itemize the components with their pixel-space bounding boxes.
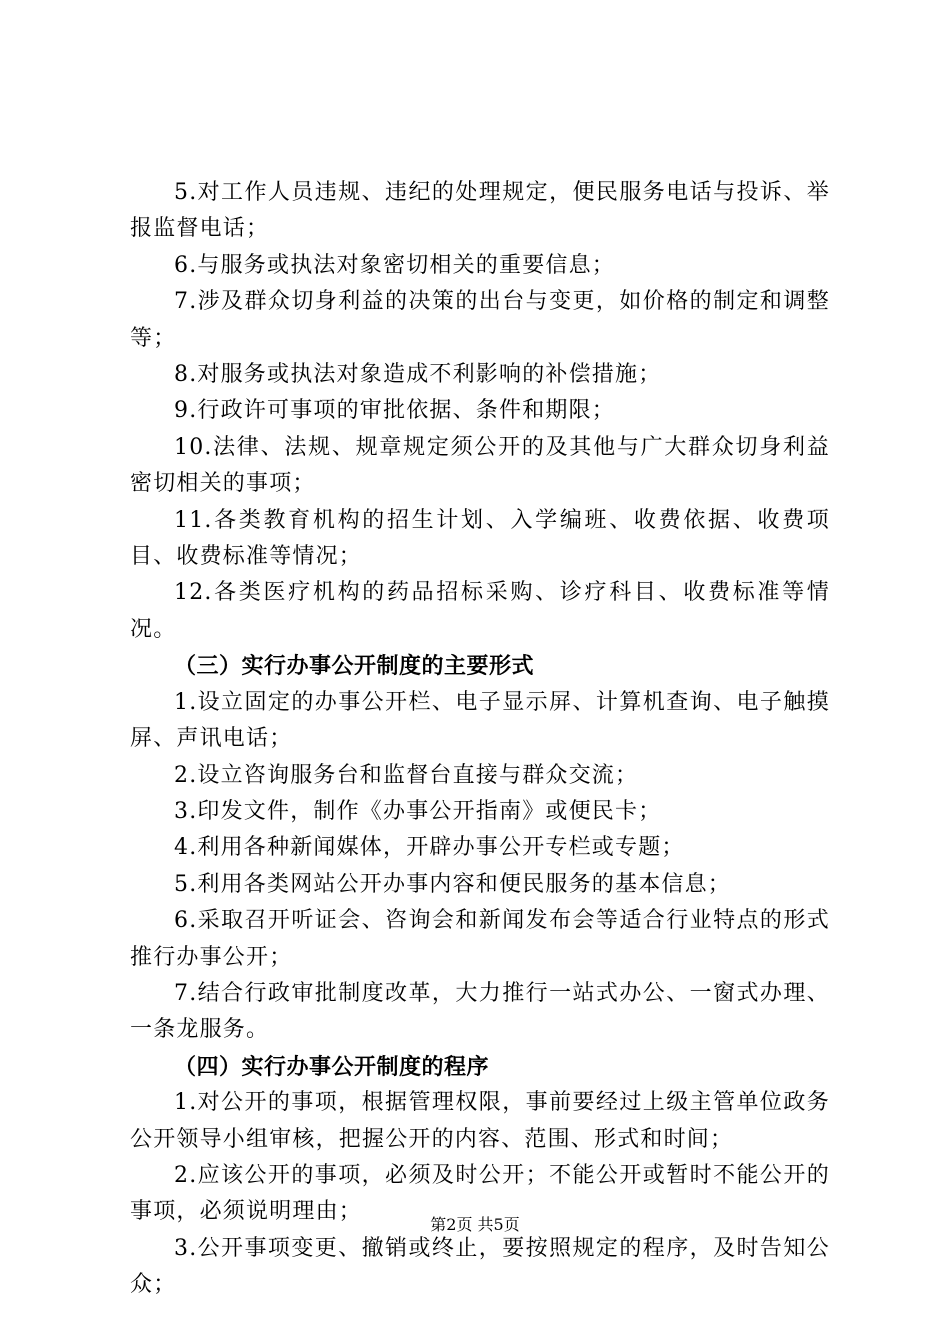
list-item: 5.对工作人员违规、违纪的处理规定，便民服务电话与投诉、举报监督电话； (130, 180, 830, 242)
list-item: 5.利用各类网站公开办事内容和便民服务的基本信息； (174, 871, 731, 897)
section-heading: （四）实行办事公开制度的程序 (174, 1053, 490, 1080)
list-item: 7.结合行政审批制度改革，大力推行一站式办公、一窗式办理、一条龙服务。 (130, 980, 830, 1043)
list-item: 1.对公开的事项，根据管理权限，事前要经过上级主管单位政务公开领导小组审核，把握公开的内容、范围、形式和时间； (130, 1090, 830, 1152)
list-item: 4.利用各种新闻媒体，开辟办事公开专栏或专题； (174, 835, 685, 861)
list-item: 9.行政许可事项的审批依据、条件和期限； (174, 398, 615, 424)
section-heading: （三）实行办事公开制度的主要形式 (174, 653, 535, 680)
document-body (130, 175, 830, 1304)
list-item: 8.对服务或执法对象造成不利影响的补偿措施； (174, 362, 662, 388)
list-item: 6.与服务或执法对象密切相关的重要信息； (174, 252, 615, 278)
list-item: 3.公开事项变更、撤销或终止，要按照规定的程序，及时告知公众； (130, 1235, 830, 1298)
list-item: 1.设立固定的办事公开栏、电子显示屏、计算机查询、电子触摸屏、声讯电话； (130, 689, 830, 752)
list-item: 2.设立咨询服务台和监督台直接与群众交流； (174, 762, 639, 788)
list-item: 6.采取召开听证会、咨询会和新闻发布会等适合行业特点的形式推行办事公开； (130, 908, 830, 970)
list-item: 7.涉及群众切身利益的决策的出台与变更，如价格的制定和调整等； (130, 289, 830, 351)
page-footer: 第2页 共5页 (430, 1215, 520, 1234)
list-item: 10.法律、法规、规章规定须公开的及其他与广大群众切身利益密切相关的事项； (130, 434, 830, 497)
list-item: 3.印发文件，制作《办事公开指南》或便民卡； (174, 798, 662, 824)
list-item: 12.各类医疗机构的药品招标采购、诊疗科目、收费标准等情况。 (130, 580, 830, 642)
list-item: 2.应该公开的事项，必须及时公开；不能公开或暂时不能公开的事项，必须说明理由； (130, 1162, 830, 1225)
list-item: 11.各类教育机构的招生计划、入学编班、收费依据、收费项目、收费标准等情况； (130, 507, 830, 570)
